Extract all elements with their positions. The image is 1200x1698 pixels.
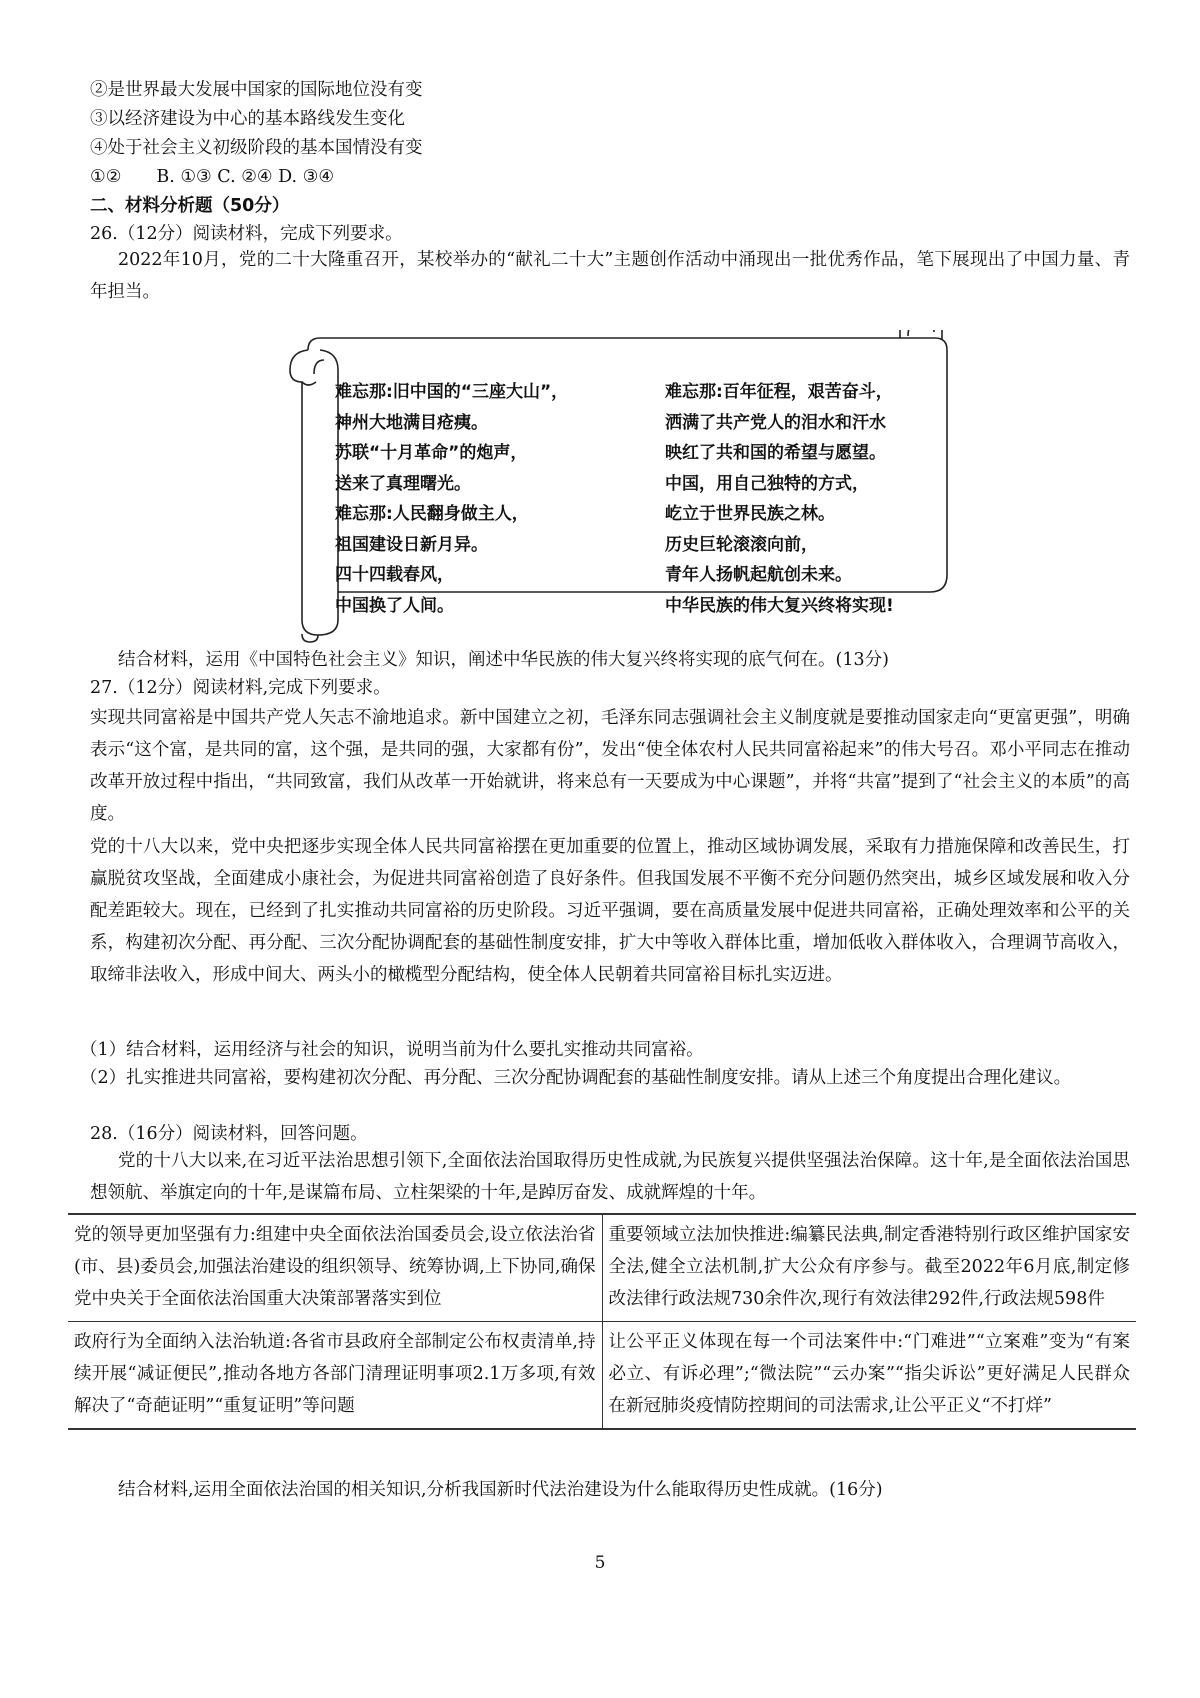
q28-heading: 28.（16分）阅读材料，回答问题。 bbox=[90, 1124, 368, 1144]
poem-right-line: 中华民族的伟大复兴终将实现! bbox=[665, 595, 894, 616]
q27-heading: 27.（12分）阅读材料,完成下列要求。 bbox=[90, 678, 391, 698]
q27-paragraph-1: 实现共同富裕是中国共产党人矢志不渝地追求。新中国建立之初，毛泽东同志强调社会主义制度就是要推动国家走向“更富更强”，明确表示“这个富，是共同的富，这个强，是共同的强，大家都有份”，发出“使全体农村人民共同富裕起来”的伟大号召。邓小平同志在推动改革开放过程中指出，“共同致富，我们从改革一开始就讲，将来总有一天要成为中心课题”，并将“共富”提到了“社会主义的本质”的高度。 bbox=[90, 708, 1130, 824]
q26-material: 2022年10月，党的二十大隆重召开，某校举办的“献礼二十大”主题创作活动中涌现出一批优秀作品，笔下展现出了中国力量、青年担当。 bbox=[90, 250, 1130, 302]
poem-scroll bbox=[280, 330, 980, 670]
poem-right-column bbox=[665, 377, 894, 621]
poem-right-line: 屹立于世界民族之林。 bbox=[665, 504, 835, 524]
poem-right-line: 洒满了共产党人的泪水和汗水 bbox=[665, 412, 886, 433]
achievements-table bbox=[68, 1213, 1136, 1430]
table-cell-party-leadership: 党的领导更加坚强有力:组建中央全面依法治国委员会,设立依法治省(市、县)委员会,加强法治建设的组织领导、统筹协调,上下协同,确保党中央关于全面依法治国重大决策部署落实到位 bbox=[68, 1214, 602, 1322]
poem-left-line: 难忘那:人民翻身做主人， bbox=[335, 504, 529, 524]
poem-left-line: 中国换了人间。 bbox=[335, 595, 454, 616]
option-line-2: ②是世界最大发展中国家的国际地位没有变 bbox=[90, 80, 423, 100]
poem-left-line: 神州大地满目疮痍。 bbox=[335, 412, 488, 433]
poem-left-line: 送来了真理曙光。 bbox=[335, 473, 471, 494]
poem-right-line: 中国，用自己独特的方式， bbox=[665, 473, 869, 494]
q27-subquestion-1: （1）结合材料，运用经济与社会的知识，说明当前为什么要扎实推动共同富裕。 bbox=[80, 1040, 704, 1060]
poem-left-column bbox=[335, 377, 568, 621]
section-title: 二、材料分析题（50分） bbox=[90, 196, 290, 216]
table-cell-government-conduct: 政府行为全面纳入法治轨道:各省市县政府全部制定公布权责清单,持续开展“减证便民”,推动各地方各部门清理证明事项2.1万多项,有效解决了“奇葩证明”“重复证明”等问题 bbox=[68, 1322, 602, 1430]
page-number: 5 bbox=[594, 1553, 606, 1573]
q28-question: 结合材料,运用全面依法治国的相关知识,分析我国新时代法治建设为什么能取得历史性成就。(16分) bbox=[118, 1480, 883, 1500]
option-line-3: ③以经济建设为中心的基本路线发生变化 bbox=[90, 109, 405, 129]
q26-question: 结合材料，运用《中国特色社会主义》知识，阐述中华民族的伟大复兴终将实现的底气何在。(13分) bbox=[118, 650, 889, 670]
poem-right-line: 历史巨轮滚滚向前， bbox=[665, 534, 818, 555]
table-row bbox=[68, 1322, 1136, 1430]
poem-right-line: 映红了共和国的希望与愿望。 bbox=[665, 443, 886, 463]
answer-choices: ①② B. ①③ C. ②④ D. ③④ bbox=[90, 167, 335, 187]
poem-left-line: 苏联“十月革命”的炮声， bbox=[335, 443, 528, 463]
table-cell-judicial-justice: 让公平正义体现在每一个司法案件中:“门难进”“立案难”变为“有案必立、有诉必理”;“微法院”“云办案”“指尖诉讼”更好满足人民群众在新冠肺炎疫情防控期间的司法需求,让公平正义“不打烊” bbox=[602, 1322, 1136, 1430]
poem-right-line: 难忘那:百年征程，艰苦奋斗， bbox=[665, 382, 893, 402]
option-line-4: ④处于社会主义初级阶段的基本国情没有变 bbox=[90, 138, 423, 158]
q28-material: 党的十八大以来,在习近平法治思想引领下,全面依法治国取得历史性成就,为民族复兴提供坚强法治保障。这十年,是全面依法治国思想领航、举旗定向的十年,是谋篇布局、立柱架梁的十年,是踔厉奋发、成就辉煌的十年。 bbox=[90, 1151, 1130, 1203]
poem-left-line: 难忘那:旧中国的“三座大山”， bbox=[335, 382, 569, 402]
poem-left-line: 四十四载春风， bbox=[335, 565, 454, 585]
q27-subquestion-2: （2）扎实推进共同富裕，要构建初次分配、再分配、三次分配协调配套的基础性制度安排。请从上述三个角度提出合理化建议。 bbox=[80, 1068, 1072, 1088]
q27-paragraph-2: 党的十八大以来，党中央把逐步实现全体人民共同富裕摆在更加重要的位置上，推动区域协调发展，采取有力措施保障和改善民生，打赢脱贫攻坚战，全面建成小康社会，为促进共同富裕创造了良好条件。但我国发展不平衡不充分问题仍然突出，城乡区域发展和收入分配差距较大。现在，已经到了扎实推动共同富裕的历史阶段。习近平强调，要在高质量发展中促进共同富裕，正确处理效率和公平的关系，构建初次分配、再分配、三次分配协调配套的基础性制度安排，扩大中等收入群体比重，增加低收入群体收入，合理调节高收入，取缔非法收入，形成中间大、两头小的橄榄型分配结构，使全体人民朝着共同富裕目标扎实迈进。 bbox=[90, 837, 1130, 985]
poem-right-line: 青年人扬帆起航创未来。 bbox=[665, 565, 852, 585]
q26-heading: 26.（12分）阅读材料，完成下列要求。 bbox=[90, 224, 403, 244]
table-cell-legislation: 重要领域立法加快推进:编纂民法典,制定香港特别行政区维护国家安全法,健全立法机制,扩大公众有序参与。截至2022年6月底,制定修改法律行政法规730余件次,现行有效法律292件,行政法规598件 bbox=[602, 1214, 1136, 1322]
poem-left-line: 祖国建设日新月异。 bbox=[335, 534, 488, 555]
table-row bbox=[68, 1214, 1136, 1322]
